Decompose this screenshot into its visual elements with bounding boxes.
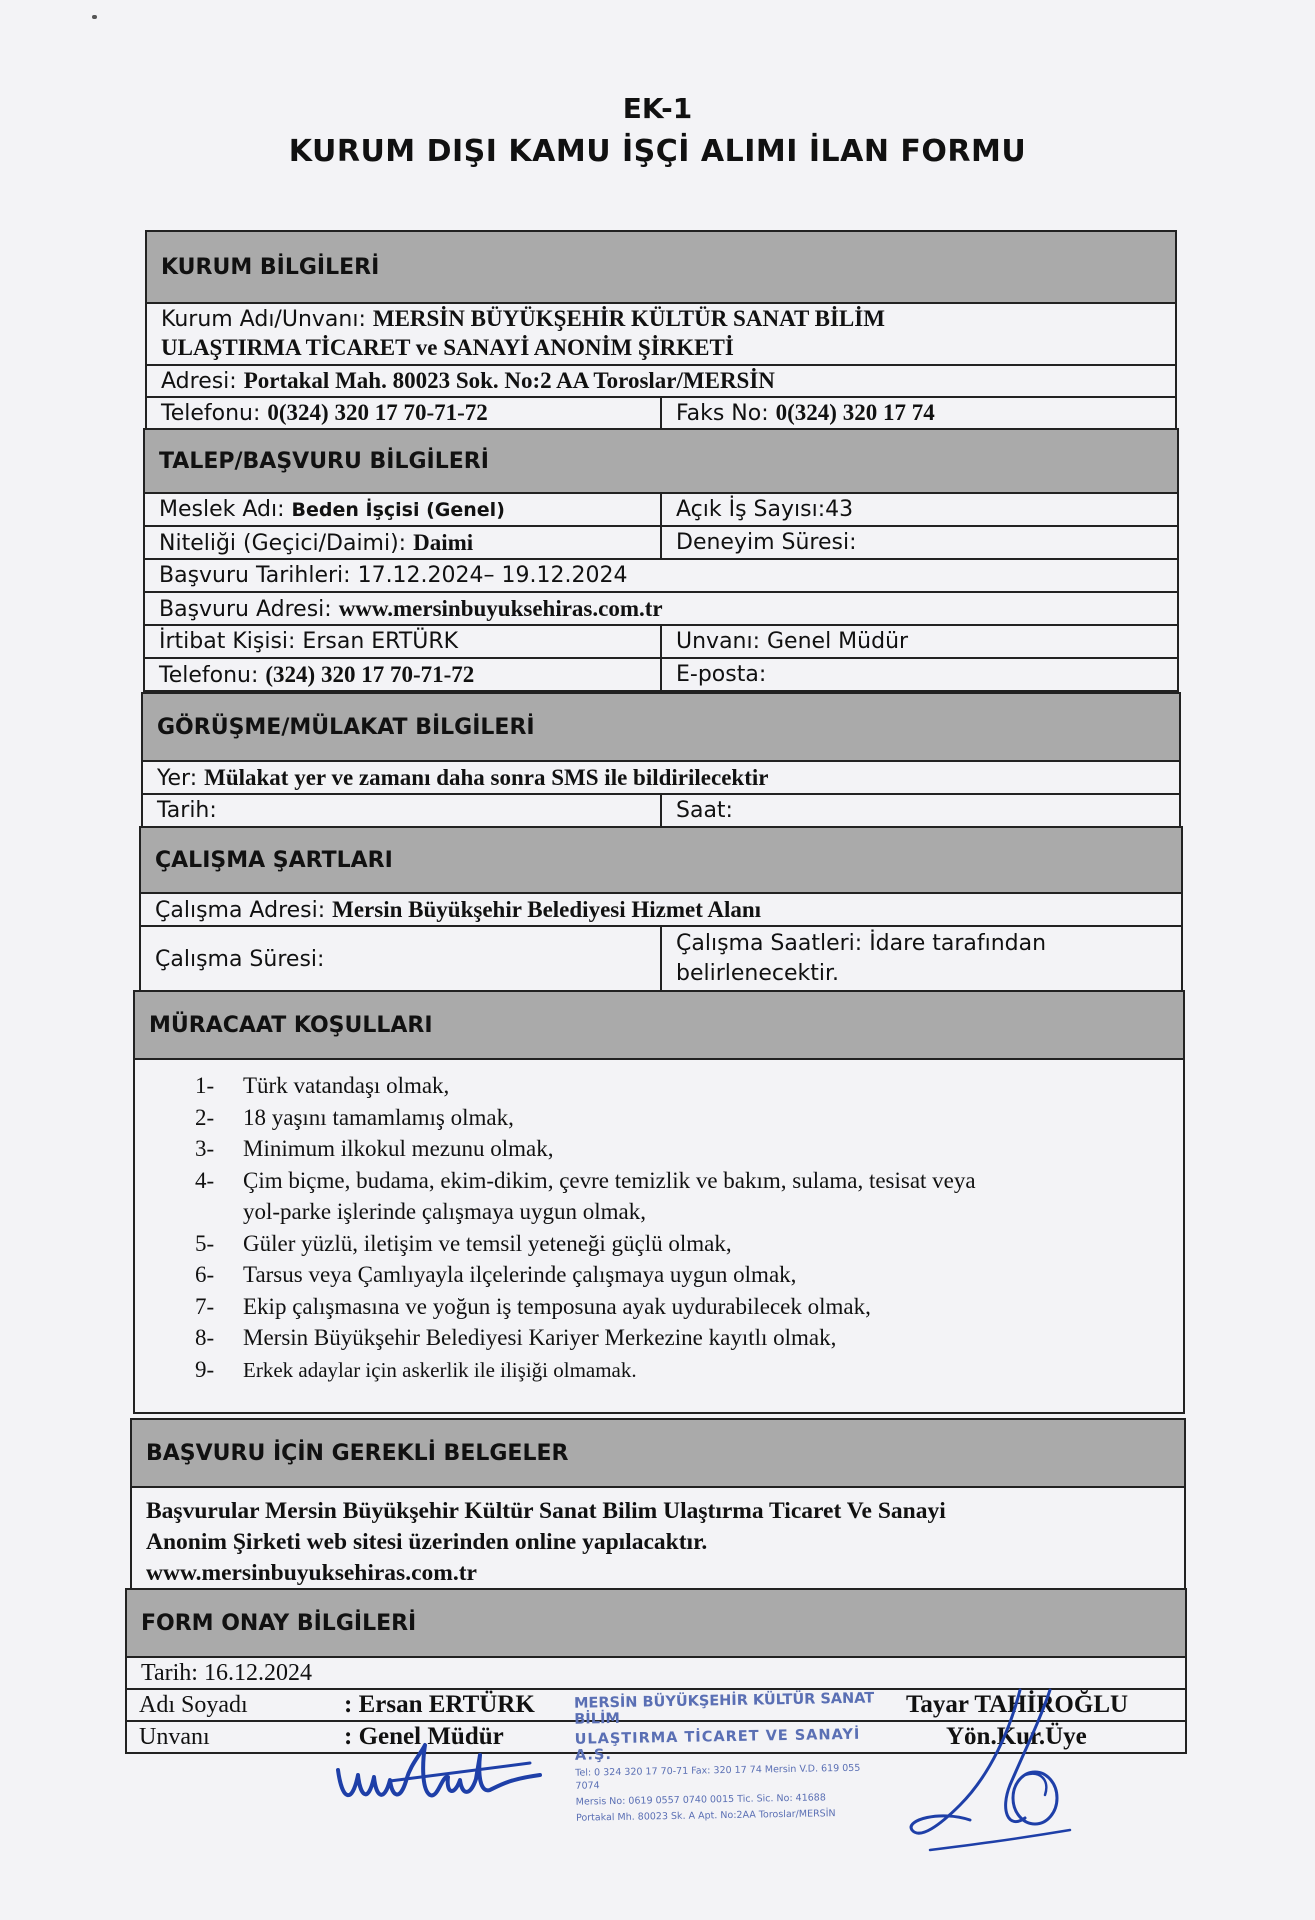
approval-name-label: Adı Soyadı [139, 1692, 248, 1718]
application-dates: Başvuru Tarihleri: 17.12.2024– 19.12.2024 [144, 559, 1178, 592]
condition-number: 1- [195, 1073, 215, 1098]
condition-text: Erkek adaylar için askerlik ile ilişiği olmamak. [243, 1357, 637, 1382]
kurum-name-value1: MERSİN BÜYÜKŞEHİR KÜLTÜR SANAT BİLİM [372, 306, 885, 331]
occupation-value: Beden İşçisi (Genel) [291, 499, 505, 521]
condition-number: 6- [195, 1262, 215, 1287]
calisma-table [139, 826, 1183, 993]
annex-label: EK-1 [622, 92, 693, 125]
condition-number: 2- [195, 1104, 215, 1130]
work-address-cell [140, 893, 1182, 926]
condition-number: 5- [195, 1230, 215, 1256]
application-address-label: Başvuru Adresi: [159, 596, 339, 622]
talep-table [143, 428, 1179, 692]
kurum-fax-label: Faks No: [676, 401, 776, 426]
condition-text: Mersin Büyükşehir Belediyesi Kariyer Merkezine kayıtlı olmak, [243, 1325, 837, 1350]
interview-place-cell [142, 761, 1180, 794]
approval-date: Tarih: 16.12.2024 [126, 1657, 1186, 1689]
section-heading-calisma: ÇALIŞMA ŞARTLARI [140, 827, 1182, 893]
conditions-list [135, 1060, 1183, 1386]
condition-item [195, 1102, 1183, 1134]
contact-phone-value: (324) 320 17 70-71-72 [265, 661, 475, 687]
condition-item [195, 1259, 1183, 1291]
condition-text-continued: yol-parke işlerinde çalışmaya uygun olmak, [243, 1199, 647, 1224]
occupation-cell [144, 493, 661, 526]
documents-text-cell [131, 1487, 1185, 1593]
muracaat-table [133, 990, 1185, 1414]
condition-number: 7- [195, 1293, 215, 1319]
condition-text: 18 yaşını tamamlamış olmak, [243, 1104, 514, 1130]
contact-phone-cell [144, 658, 661, 691]
application-address-value: www.mersinbuyuksehiras.com.tr [338, 595, 663, 621]
kurum-fax-cell [661, 397, 1176, 429]
nature-cell [144, 526, 661, 559]
section-heading-talep: TALEP/BAŞVURU BİLGİLERİ [144, 429, 1178, 493]
section-heading-belgeler: BAŞVURU İÇİN GEREKLİ BELGELER [131, 1419, 1185, 1487]
condition-item [195, 1070, 1183, 1102]
documents-website: www.mersinbuyuksehiras.com.tr [146, 1559, 477, 1586]
stamp-line1: MERSİN BÜYÜKŞEHİR KÜLTÜR SANAT BİLİM [573, 1690, 875, 1728]
condition-item [195, 1133, 1183, 1165]
stamp-line3: Tel: 0 324 320 17 70-71 Fax: 320 17 74 Mersin V.D. 619 055 7074 [575, 1762, 861, 1792]
approval-name-value: : Ersan ERTÜRK [344, 1691, 535, 1718]
condition-item [195, 1291, 1183, 1323]
experience-duration: Deneyim Süresi: [661, 526, 1178, 559]
work-address-value: Mersin Büyükşehir Belediyesi Hizmet Alanı [332, 896, 762, 922]
kurum-name-label: Kurum Adı/Unvanı: [161, 307, 373, 332]
section-heading-gorusme: GÖRÜŞME/MÜLAKAT BİLGİLERİ [142, 693, 1180, 761]
kurum-address-cell [146, 365, 1176, 397]
condition-number: 8- [195, 1325, 215, 1350]
condition-text: Tarsus veya Çamlıyayla ilçelerinde çalışmaya uygun olmak, [243, 1262, 797, 1287]
kurum-phone-value: 0(324) 320 17 70-71-72 [267, 400, 488, 425]
nature-label: Niteliği (Geçici/Daimi): [159, 530, 414, 556]
kurum-table [145, 230, 1177, 430]
contact-title: Unvanı: Genel Müdür [661, 625, 1178, 658]
work-hours: Çalışma Saatleri: İdare tarafından belirlenecektir. [661, 926, 1182, 992]
contact-phone-label: Telefonu: [159, 662, 266, 688]
condition-text: Ekip çalışmasına ve yoğun iş temposuna ayak uydurabilecek olmak, [243, 1293, 871, 1319]
approval-title-label: Unvanı [139, 1724, 210, 1750]
work-address-label: Çalışma Adresi: [155, 897, 333, 923]
signature-ersan-erturk [330, 1735, 550, 1815]
interview-time: Saat: [661, 794, 1180, 827]
gorusme-table [141, 692, 1181, 828]
contact-person: İrtibat Kişisi: Ersan ERTÜRK [144, 625, 661, 658]
kurum-phone-label: Telefonu: [161, 401, 268, 426]
form-title: KURUM DIŞI KAMU İŞÇİ ALIMI İLAN FORMU [288, 134, 1027, 169]
interview-place-label: Yer: [157, 765, 205, 791]
condition-text: Çim biçme, budama, ekim-dikim, çevre temizlik ve bakım, sulama, tesisat veya [243, 1167, 976, 1193]
stamp-line5: Portakal Mh. 80023 Sk. A Apt. No:2AA Toroslar/MERSİN [575, 1808, 836, 1824]
kurum-name-value2: ULAŞTIRMA TİCARET ve SANAYİ ANONİM ŞİRKETİ [161, 335, 734, 360]
stamp-line4: Mersis No: 0619 0557 0740 0015 Tic. Sic. No: 41688 [575, 1792, 826, 1808]
ink-speck [92, 15, 97, 19]
work-duration: Çalışma Süresi: [140, 926, 661, 992]
contact-email: E-posta: [661, 658, 1178, 691]
condition-item [195, 1165, 1183, 1228]
condition-item [195, 1228, 1183, 1260]
stamp-line2: ULAŞTIRMA TİCARET VE SANAYİ A.Ş. [574, 1726, 861, 1764]
kurum-phone-cell [146, 397, 661, 429]
condition-item [195, 1322, 1183, 1354]
belgeler-table [130, 1418, 1186, 1594]
interview-place-value: Mülakat yer ve zamanı daha sonra SMS ile bildirilecektir [204, 764, 769, 790]
documents-line2: Anonim Şirketi web sitesi üzerinden online yapılacaktır. [146, 1528, 708, 1555]
signature-tayar-tahiroglu [900, 1680, 1100, 1865]
section-heading-onay: FORM ONAY BİLGİLERİ [126, 1589, 1186, 1657]
kurum-address-value: Portakal Mah. 80023 Sok. No:2 AA Toroslar/MERSİN [243, 368, 775, 393]
company-stamp [574, 1690, 886, 1824]
condition-text: Türk vatandaşı olmak, [243, 1073, 450, 1098]
approval-title-value: : Genel Müdür [344, 1723, 504, 1750]
documents-line1: Başvurular Mersin Büyükşehir Kültür Sanat Bilim Ulaştırma Ticaret Ve Sanayi [146, 1497, 946, 1524]
occupation-label: Meslek Adı: [159, 497, 292, 522]
kurum-address-label: Adresi: [161, 369, 244, 394]
interview-date: Tarih: [142, 794, 661, 827]
condition-number: 4- [195, 1167, 215, 1193]
condition-text: Minimum ilkokul mezunu olmak, [243, 1136, 554, 1161]
kurum-fax-value: 0(324) 320 17 74 [775, 400, 935, 425]
open-jobs-count: Açık İş Sayısı:43 [661, 493, 1178, 526]
condition-text: Güler yüzlü, iletişim ve temsil yeteneği güçlü olmak, [243, 1230, 732, 1256]
condition-number: 3- [195, 1136, 215, 1161]
section-heading-kurum: KURUM BİLGİLERİ [146, 231, 1176, 303]
signer2-name: Tayar TAHİROĞLU [906, 1691, 1129, 1718]
section-heading-muracaat: MÜRACAAT KOŞULLARI [134, 991, 1184, 1059]
application-address-cell [144, 592, 1178, 625]
condition-item [195, 1354, 1183, 1387]
nature-value: Daimi [413, 529, 474, 555]
condition-number: 9- [195, 1356, 215, 1382]
conditions-cell [134, 1059, 1184, 1413]
signer2-title: Yön.Kur.Üye [946, 1723, 1087, 1750]
kurum-name-cell [146, 303, 1176, 365]
